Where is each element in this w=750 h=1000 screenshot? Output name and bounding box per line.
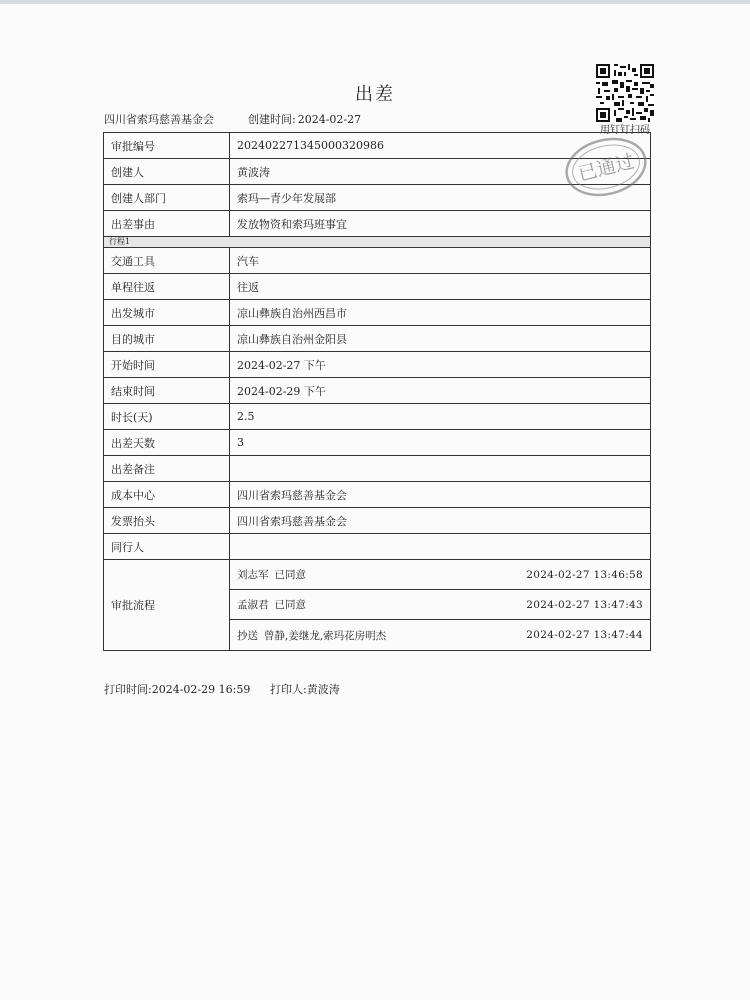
field-value: 2.5 xyxy=(230,404,651,430)
field-label: 出差备注 xyxy=(104,456,230,482)
approved-stamp-icon xyxy=(561,134,651,200)
organization-name: 四川省索玛慈善基金会 xyxy=(104,113,214,126)
approval-status: 已同意 xyxy=(274,569,306,581)
approval-status: 已同意 xyxy=(274,599,306,611)
field-value: 3 xyxy=(230,430,651,456)
field-value: 往返 xyxy=(230,274,651,300)
field-value: 202402271345000320986 xyxy=(230,133,651,159)
created-time-value: 2024-02-27 xyxy=(297,113,362,126)
form-row xyxy=(104,508,651,534)
field-label: 时长(天) xyxy=(104,404,230,430)
approval-step xyxy=(230,620,650,650)
field-label: 出差天数 xyxy=(104,430,230,456)
field-label: 出差事由 xyxy=(104,211,230,237)
print-time: 打印时间:2024-02-29 16:59 xyxy=(104,683,251,696)
trip-section-header xyxy=(104,237,651,248)
approval-time: 2024-02-27 13:47:44 xyxy=(526,629,643,641)
approval-step xyxy=(230,560,650,590)
field-label: 交通工具 xyxy=(104,248,230,274)
form-row xyxy=(104,378,651,404)
cc-recipients: 曾静,姜继龙,索玛花房明杰 xyxy=(264,629,387,642)
field-value: 黄波涛 xyxy=(230,159,651,185)
created-time-label: 创建时间: xyxy=(248,113,296,126)
approval-time: 2024-02-27 13:46:58 xyxy=(526,568,643,581)
field-label: 创建人 xyxy=(104,159,230,185)
approval-flow-list xyxy=(230,560,650,650)
qr-code-label: 用钉钉扫码 xyxy=(600,125,650,136)
form-row xyxy=(104,248,651,274)
form-row xyxy=(104,430,651,456)
qr-code-icon xyxy=(596,64,654,122)
document-title: 出差 xyxy=(355,84,395,105)
form-row xyxy=(104,274,651,300)
form-row xyxy=(104,326,651,352)
approver-name: 孟淑君 xyxy=(237,599,269,611)
field-value: 汽车 xyxy=(230,248,651,274)
form-row xyxy=(104,352,651,378)
form-row xyxy=(104,534,651,560)
field-label: 发票抬头 xyxy=(104,508,230,534)
form-row xyxy=(104,211,651,237)
field-value xyxy=(230,534,651,560)
trip-section-label: 行程1 xyxy=(104,237,651,248)
form-row xyxy=(104,404,651,430)
field-label: 创建人部门 xyxy=(104,185,230,211)
field-label: 目的城市 xyxy=(104,326,230,352)
field-value: 2024-02-29 下午 xyxy=(230,378,651,404)
field-label: 同行人 xyxy=(104,534,230,560)
field-label: 结束时间 xyxy=(104,378,230,404)
field-value: 四川省索玛慈善基金会 xyxy=(230,508,651,534)
field-value: 发放物资和索玛班事宜 xyxy=(230,211,651,237)
field-label: 审批编号 xyxy=(104,133,230,159)
scan-top-edge xyxy=(0,0,750,4)
form-row xyxy=(104,482,651,508)
svg-text:已通过: 已通过 xyxy=(575,150,637,186)
approval-form-table xyxy=(103,132,651,651)
form-row xyxy=(104,456,651,482)
field-label: 单程往返 xyxy=(104,274,230,300)
approval-flow-row xyxy=(104,560,651,651)
approval-flow-cell xyxy=(230,560,651,651)
field-label: 开始时间 xyxy=(104,352,230,378)
field-value: 四川省索玛慈善基金会 xyxy=(230,482,651,508)
approval-flow-label: 审批流程 xyxy=(104,560,230,651)
printer-name: 打印人:黄波涛 xyxy=(270,683,340,696)
form-row xyxy=(104,300,651,326)
cc-label: 抄送 xyxy=(237,629,258,642)
field-value: 凉山彝族自治州西昌市 xyxy=(230,300,651,326)
field-label: 出发城市 xyxy=(104,300,230,326)
created-time xyxy=(246,111,361,127)
approver-name: 刘志军 xyxy=(237,569,269,581)
field-value: 凉山彝族自治州金阳县 xyxy=(230,326,651,352)
approval-step xyxy=(230,590,650,620)
field-label: 成本中心 xyxy=(104,482,230,508)
field-value xyxy=(230,456,651,482)
approval-time: 2024-02-27 13:47:43 xyxy=(526,598,643,611)
field-value: 索玛—青少年发展部 xyxy=(230,185,651,211)
field-value: 2024-02-27 下午 xyxy=(230,352,651,378)
